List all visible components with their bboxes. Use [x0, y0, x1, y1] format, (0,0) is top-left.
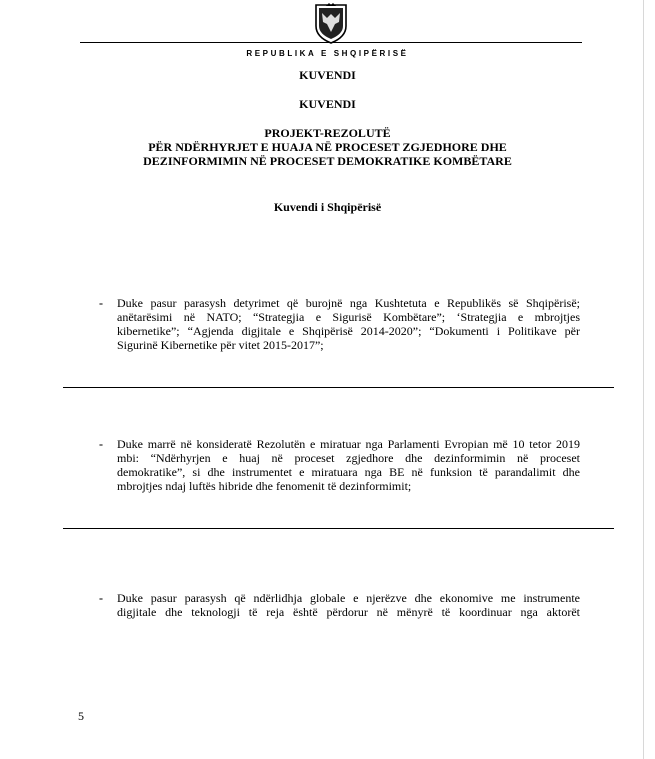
paragraph-line: mbrojtjes ndaj luftës hibride dhe fenomenit të dezinformimit;: [117, 479, 412, 493]
paragraph-line: digjitale dhe teknologji të reja është përdorur në mënyrë të koordinuar nga aktorët: [117, 605, 580, 619]
header-rule: [80, 42, 582, 43]
page-number: 5: [78, 709, 84, 723]
paragraph-1: [117, 296, 580, 352]
paragraph-line: Sigurinë Kibernetike për vitet 2015-2017”;: [117, 338, 324, 352]
paragraph-line: mbi: “Ndërhyrjen e huaj në proceset zgjedhore dhe dezinformimin në proceset: [117, 451, 580, 465]
institution-heading-repeat: KUVENDI: [299, 97, 356, 111]
paragraph-line: Duke pasur parasysh detyrimet që burojnë nga Kushtetuta e Republikës së Shqipërisë;: [117, 296, 580, 310]
paragraph-line: Duke pasur parasysh që ndërlidhja globale e njerëzve dhe ekonomive me instrumente: [117, 591, 580, 605]
paragraph-3: [117, 591, 580, 619]
bullet-marker: -: [99, 591, 103, 605]
paragraph-2: [117, 437, 580, 493]
republic-name: REPUBLIKA E SHQIPËRISË: [246, 49, 409, 58]
author: Kuvendi i Shqipërisë: [273, 200, 382, 214]
document-title-line-1: PROJEKT-REZOLUTË: [264, 126, 391, 140]
section-divider: [63, 528, 614, 529]
document-title-line-3: DEZINFORMIMIN NË PROCESET DEMOKRATIKE KOMBËTARE: [143, 154, 512, 168]
paragraph-line: kibernetike”; “Agjenda digjitale e Shqipërisë 2014-2020”; “Dokumenti i Politikave për: [117, 324, 580, 338]
institution-heading: KUVENDI: [299, 68, 356, 82]
albanian-emblem-icon: [309, 2, 353, 44]
paragraph-line: anëtarësimi në NATO; “Strategjia e Sigurisë Kombëtare”; ‘Strategjia e mbrojtjes: [117, 310, 580, 324]
bullet-marker: -: [99, 437, 103, 451]
section-divider: [63, 387, 614, 388]
bullet-marker: -: [99, 296, 103, 310]
paragraph-line: Duke marrë në konsideratë Rezolutën e miratuar nga Parlamenti Evropian më 10 tetor 2019: [117, 437, 580, 451]
document-title-line-2: PËR NDËRHYRJET E HUAJA NË PROCESET ZGJEDHORE DHE: [148, 140, 507, 154]
paragraph-line: demokratike”, si dhe instrumentet e miratuara nga BE në funksion të parandalimit dhe: [117, 465, 580, 479]
